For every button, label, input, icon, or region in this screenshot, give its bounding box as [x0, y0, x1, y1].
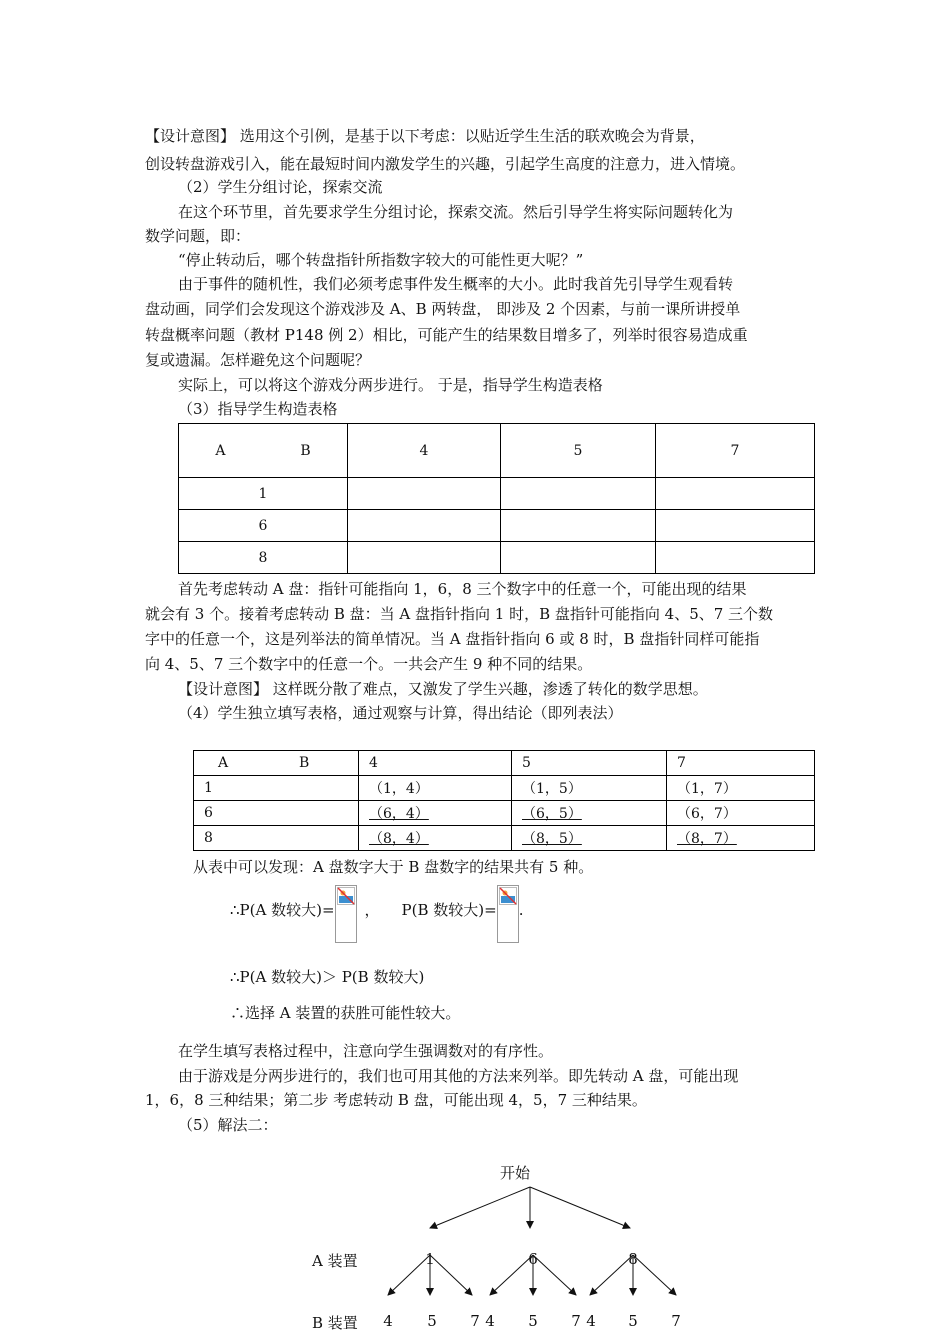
tree-node-b: 7	[671, 1312, 681, 1330]
fraction-image-placeholder-icon	[497, 885, 519, 943]
tree-level-a-label: A 装置	[312, 1252, 358, 1270]
table1-cell	[501, 542, 656, 574]
table1-cell	[501, 478, 656, 510]
table2-cell-value: （8，5）	[522, 831, 582, 847]
paragraph-5d: 向 4、5、7 三个数字中的任意一个。一共会产生 9 种不同的结果。	[145, 655, 593, 673]
table1-cell	[348, 542, 501, 574]
table2-cell	[667, 826, 815, 851]
table2-col-header: 7	[667, 751, 815, 776]
table2-cell	[359, 826, 512, 851]
formula-pa: ∴P(A 数较大)=	[230, 901, 335, 919]
tree-node-b: 4	[586, 1312, 596, 1330]
table2-cell: （1，4）	[359, 776, 512, 801]
table2-cell-value: （6，5）	[522, 806, 582, 822]
paragraph-3a: 由于事件的随机性，我们必须考虑事件发生概率的大小。此时我首先引导学生观看转	[178, 275, 734, 293]
table1-corner-a: A	[215, 442, 226, 459]
table1-cell	[656, 542, 815, 574]
table2-cell: （1，7）	[667, 776, 815, 801]
tree-node-a: 1	[425, 1250, 435, 1268]
table1-col-header: 4	[348, 424, 501, 478]
tree-root: 开始	[499, 1164, 531, 1182]
paragraph-3d: 复或遗漏。怎样避免这个问题呢？	[145, 351, 371, 369]
question-quote: “停止转动后，哪个转盘指针所指数字较大的可能性更大呢？”	[178, 251, 584, 269]
table1-corner	[179, 424, 348, 478]
table2-cell-value: （8，4）	[369, 831, 429, 847]
table2-corner	[194, 751, 359, 776]
tree-diagram	[300, 1150, 720, 1344]
table-observation: 从表中可以发现：A 盘数字大于 B 盘数字的结果共有 5 种。	[193, 858, 594, 876]
tree-node-b: 7	[470, 1312, 480, 1330]
tree-node-b: 4	[383, 1312, 393, 1330]
table1-row-header: 1	[179, 478, 348, 510]
paragraph-2b: 数学问题，即：	[145, 227, 251, 245]
table1-corner-b: B	[300, 442, 311, 459]
table1-row-header: 8	[179, 542, 348, 574]
section-heading-5: （5）解法二：	[178, 1116, 278, 1134]
tree-node-b: 4	[485, 1312, 495, 1330]
tree-edge	[490, 1255, 533, 1295]
table2-cell: （1，5）	[512, 776, 667, 801]
section-heading-2: （2）学生分组讨论，探索交流	[178, 178, 383, 196]
table2-col-header: 4	[359, 751, 512, 776]
paragraph-4: 实际上，可以将这个游戏分两步进行。 于是，指导学生构造表格	[178, 376, 603, 394]
tree-node-b: 7	[571, 1312, 581, 1330]
table2-row-header: 8	[194, 826, 359, 851]
table2-col-header: 5	[512, 751, 667, 776]
table2-cell	[512, 826, 667, 851]
tree-edge	[590, 1255, 633, 1295]
paragraph-3b: 盘动画，同学们会发现这个游戏涉及 A、B 两转盘， 即涉及 2 个因素，与前一课所讲授单	[145, 300, 741, 318]
empty-outcome-table	[178, 423, 815, 574]
section-heading-3: （3）指导学生构造表格	[178, 400, 338, 418]
probability-comparison: ∴P(A 数较大)＞ P(B 数较大)	[230, 968, 425, 986]
design-intent-paragraph-2: 【设计意图】 这样既分散了难点，又激发了学生兴趣，渗透了转化的数学思想。	[178, 680, 708, 698]
table2-row-header: 6	[194, 801, 359, 826]
table2-corner-b: B	[299, 755, 310, 771]
table2-cell	[359, 801, 512, 826]
table2-row-header: 1	[194, 776, 359, 801]
paragraph-5b: 就会有 3 个。接着考虑转动 B 盘：当 A 盘指针指向 1 时，B 盘指针可能指向 4、5、7 三个数	[145, 605, 774, 623]
table1-cell	[656, 478, 815, 510]
design-intent-paragraph-1b: 创设转盘游戏引入，能在最短时间内激发学生的兴趣，引起学生高度的注意力，进入情境。	[145, 155, 746, 173]
table1-cell	[656, 510, 815, 542]
tree-edge	[530, 1187, 630, 1228]
filled-outcome-table	[193, 750, 815, 851]
tree-node-a: 6	[528, 1250, 538, 1268]
paragraph-5a: 首先考虑转动 A 盘：指针可能指向 1，6，8 三个数字中的任意一个，可能出现的结果	[178, 580, 747, 598]
formula-separator: ，	[364, 901, 380, 919]
table1-cell	[348, 478, 501, 510]
tree-edge	[430, 1255, 472, 1295]
tree-edge	[533, 1255, 576, 1295]
tree-node-b: 5	[628, 1312, 638, 1330]
table2-corner-a: A	[218, 755, 229, 771]
tree-node-b: 5	[528, 1312, 538, 1330]
formula-pb: P(B 数较大)=	[401, 901, 497, 919]
conclusion: ∴选择 A 装置的获胜可能性较大。	[230, 1004, 461, 1022]
paragraph-3c: 转盘概率问题（教材 P148 例 2）相比，可能产生的结果数目增多了，列举时很容易造成重	[145, 326, 748, 344]
table1-cell	[501, 510, 656, 542]
tree-node-a: 8	[628, 1250, 638, 1268]
tree-edge	[430, 1187, 530, 1228]
table1-col-header: 5	[501, 424, 656, 478]
table2-cell-value: （8，7）	[677, 831, 737, 847]
formula-end: .	[518, 901, 524, 919]
tree-edge	[633, 1255, 676, 1295]
table1-row-header: 6	[179, 510, 348, 542]
tree-node-b: 5	[427, 1312, 437, 1330]
tree-edge	[388, 1255, 430, 1295]
probability-formula-line	[230, 885, 523, 945]
paragraph-9b: 1，6，8 三种结果；第二步 考虑转动 B 盘，可能出现 4，5，7 三种结果。	[145, 1091, 647, 1109]
section-heading-4: （4）学生独立填写表格，通过观察与计算，得出结论（即列表法）	[178, 704, 623, 722]
paragraph-8: 在学生填写表格过程中，注意向学生强调数对的有序性。	[178, 1042, 554, 1060]
paragraph-9a: 由于游戏是分两步进行的，我们也可用其他的方法来列举。即先转动 A 盘，可能出现	[178, 1067, 739, 1085]
table1-col-header: 7	[656, 424, 815, 478]
paragraph-2a: 在这个环节里，首先要求学生分组讨论，探索交流。然后引导学生将实际问题转化为	[178, 203, 734, 221]
tree-level-b-label: B 装置	[312, 1314, 358, 1332]
fraction-image-placeholder-icon	[335, 885, 357, 943]
table2-cell	[512, 801, 667, 826]
table2-cell: （6，7）	[667, 801, 815, 826]
table1-cell	[348, 510, 501, 542]
table2-cell-value: （6，4）	[369, 806, 429, 822]
paragraph-5c: 字中的任意一个，这是列举法的简单情况。当 A 盘指针指向 6 或 8 时，B 盘指针同样可能指	[145, 630, 760, 648]
design-intent-paragraph-1a: 【设计意图】 选用这个引例，是基于以下考虑：以贴近学生生活的联欢晚会为背景，	[145, 127, 705, 145]
